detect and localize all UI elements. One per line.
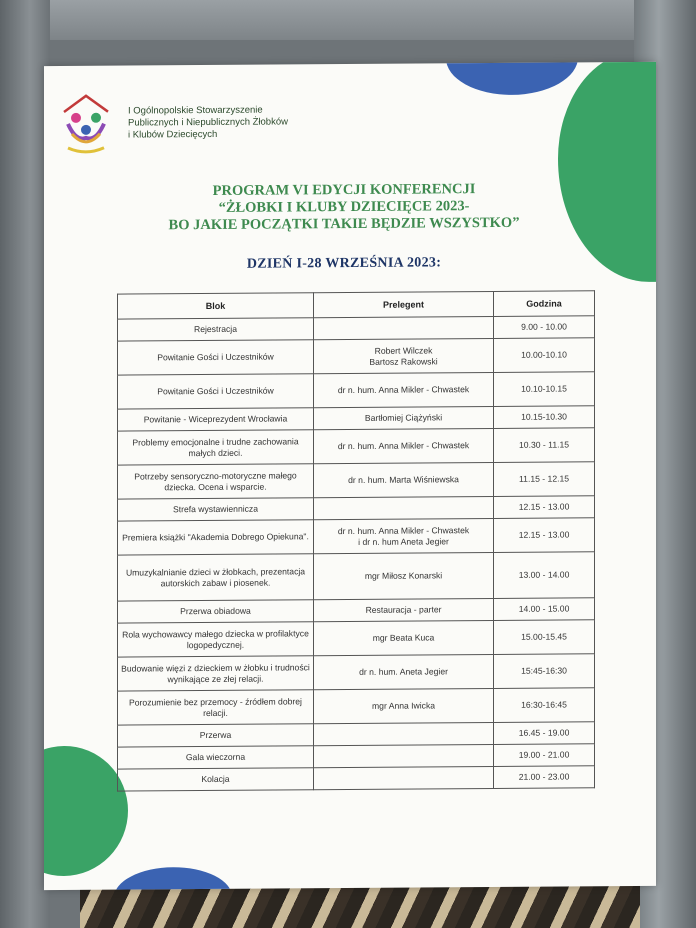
cell-godzina: 15.00-15.45 (494, 620, 595, 655)
cell-godzina: 14.00 - 15.00 (494, 598, 595, 621)
cell-prelegent: dr n. hum. Anna Mikler - Chwastek i dr n. hum Aneta Jegier (314, 518, 494, 553)
table-row (118, 428, 595, 465)
organization-line-2: Publicznych i Niepublicznych Żłobków (128, 116, 288, 129)
cell-prelegent: mgr Miłosz Konarski (314, 552, 494, 599)
cell-prelegent (314, 722, 494, 745)
program-title-line-1: PROGRAM VI EDYCJI KONFERENCJI (212, 181, 476, 199)
cell-prelegent: mgr Beata Kuca (314, 620, 494, 655)
cell-blok: Budowanie więzi z dzieckiem w żłobku i trudności wynikające ze złej relacji. (118, 656, 314, 691)
header-blok: Blok (118, 293, 314, 319)
decor-blue-blob-bottom (114, 867, 232, 890)
cell-godzina: 10.00-10.10 (494, 338, 595, 373)
cell-prelegent: Restauracja - parter (314, 598, 494, 621)
organization-line-3: i Klubów Dziecięcych (128, 128, 218, 141)
conference-poster (44, 62, 656, 890)
door-frame-left (0, 0, 50, 928)
program-title-line-3: BO JAKIE POCZĄTKI TAKIE BĘDZIE WSZYSTKO” (168, 214, 520, 234)
cell-blok: Strefa wystawiennicza (118, 498, 314, 521)
decor-blue-blob-top (446, 62, 578, 95)
cell-godzina: 12.15 - 13.00 (494, 496, 595, 519)
table-row (118, 654, 595, 691)
cell-blok: Przerwa obiadowa (118, 600, 314, 623)
cell-godzina: 12.15 - 13.00 (494, 518, 595, 553)
cell-blok: Potrzeby sensoryczno-motoryczne małego dziecka. Ocena i wsparcie. (118, 464, 314, 499)
cell-blok: Przerwa (118, 724, 314, 747)
header-prelegent: Prelegent (314, 291, 494, 317)
cell-blok: Rejestracja (118, 318, 314, 341)
cell-godzina: 16:30-16:45 (494, 688, 595, 723)
cell-godzina: 15:45-16:30 (494, 654, 595, 689)
cell-godzina: 21.00 - 23.00 (494, 766, 595, 789)
cell-prelegent: Bartłomiej Ciążyński (314, 406, 494, 429)
cell-godzina: 10.15-10.30 (494, 406, 595, 429)
cell-godzina: 13.00 - 14.00 (494, 552, 595, 599)
cell-prelegent: mgr Anna Iwicka (314, 688, 494, 723)
table-row (118, 620, 595, 657)
cell-godzina: 16.45 - 19.00 (494, 722, 595, 745)
cell-blok: Umuzykalnianie dzieci w żłobkach, prezentacja autorskich zabaw i piosenek. (118, 554, 314, 601)
cell-godzina: 9.00 - 10.00 (494, 316, 595, 339)
table-row (118, 372, 595, 409)
door-frame-top (0, 0, 696, 40)
cell-prelegent: dr n. hum. Aneta Jegier (314, 654, 494, 689)
organization-line-1: I Ogólnopolskie Stowarzyszenie (128, 104, 263, 117)
cell-godzina: 11.15 - 12.15 (494, 462, 595, 497)
organization-name (128, 104, 328, 141)
cell-prelegent: Robert Wilczek Bartosz Rakowski (314, 338, 494, 373)
schedule-header-row (118, 291, 595, 319)
table-row (118, 552, 595, 601)
cell-blok: Porozumienie bez przemocy - źródłem dobrej relacji. (118, 690, 314, 725)
cell-godzina: 19.00 - 21.00 (494, 744, 595, 767)
cell-blok: Powitanie Gości i Uczestników (118, 374, 314, 409)
table-row (118, 688, 595, 725)
cell-prelegent: dr n. hum. Anna Mikler - Chwastek (314, 428, 494, 463)
schedule-table (117, 290, 595, 791)
program-title (104, 180, 584, 234)
schedule-body (118, 316, 595, 791)
cell-blok: Premiera książki "Akademia Dobrego Opiekuna". (118, 520, 314, 555)
header-godzina: Godzina (494, 291, 595, 317)
table-row (118, 462, 595, 499)
cell-prelegent (314, 766, 494, 789)
decor-green-blob-bottom (44, 746, 128, 877)
cell-godzina: 10.30 - 11.15 (494, 428, 595, 463)
day-heading: DZIEŃ I-28 WRZEŚNIA 2023: (246, 255, 442, 272)
table-row (118, 338, 595, 375)
cell-blok: Gala wieczorna (118, 746, 314, 769)
cell-prelegent (314, 744, 494, 767)
cell-prelegent: dr n. hum. Anna Mikler - Chwastek (314, 372, 494, 407)
cell-godzina: 10.10-10.15 (494, 372, 595, 407)
cell-blok: Rola wychowawcy małego dziecka w profilaktyce logopedycznej. (118, 622, 314, 657)
table-row (118, 518, 595, 555)
cell-blok: Powitanie Gości i Uczestników (118, 340, 314, 375)
program-title-line-2: “ŻŁOBKI I KLUBY DZIECIĘCE 2023- (218, 198, 470, 216)
association-logo-icon (58, 90, 114, 160)
cell-blok: Kolacja (118, 768, 314, 791)
cell-prelegent: dr n. hum. Marta Wiśniewska (314, 462, 494, 497)
decor-green-blob-top (558, 62, 656, 283)
cell-blok: Powitanie - Wiceprezydent Wrocławia (118, 408, 314, 431)
cell-blok: Problemy emocjonalne i trudne zachowania małych dzieci. (118, 430, 314, 465)
cell-prelegent (314, 316, 494, 339)
cell-prelegent (314, 496, 494, 519)
table-row (118, 766, 595, 791)
